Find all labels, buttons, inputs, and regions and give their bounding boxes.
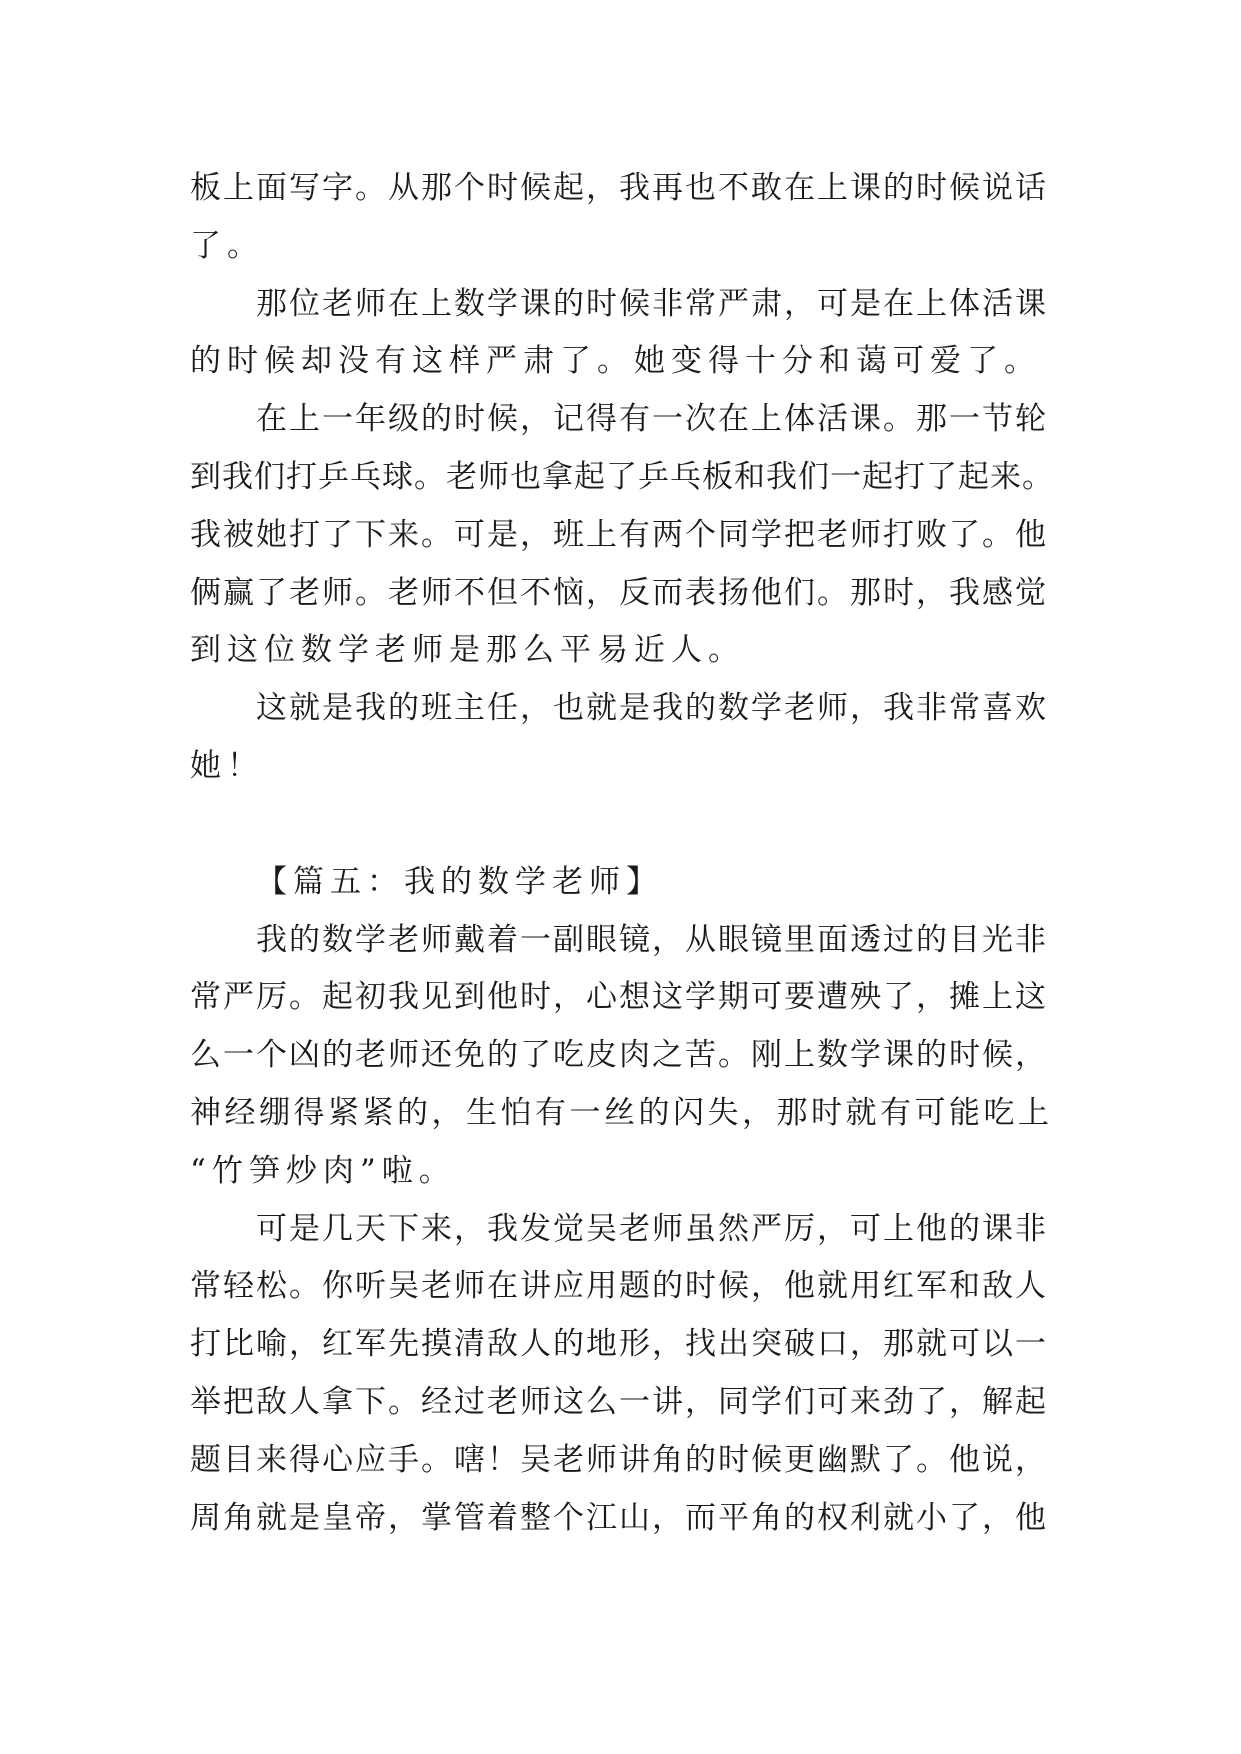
text-line: 我被她打了下来。可是，班上有两个同学把老师打败了。他 [190,516,1048,553]
text-line: 么一个凶的老师还免的了吃皮肉之苦。刚上数学课的时候， [190,1037,1048,1074]
text-line: 了。 [190,227,264,264]
text-line: 到我们打乒乓球。老师也拿起了乒乓板和我们一起打了起来。 [190,458,1054,495]
paragraph [190,276,1058,392]
text-line: 俩赢了老师。老师不但不恼，反而表扬他们。那时，我感觉 [190,574,1048,611]
text-line: 我的数学老师戴着一副眼镜，从眼镜里面透过的目光非 [256,921,1048,958]
text-line: 举把敌人拿下。经过老师这么一讲，同学们可来劲了，解起 [190,1383,1048,1420]
text-line: 到这位数学老师是那么平易近人。 [190,632,745,669]
text-line: 打比喻，红军先摸清敌人的地形，找出突破口，那就可以一 [190,1326,1048,1363]
paragraph [190,1201,1058,1548]
text-line: 的时候却没有这样严肃了。她变得十分和蔼可爱了。 [190,343,1041,380]
section-title: 【篇五：我的数学老师】 [256,863,663,900]
text-line: 周角就是皇帝，掌管着整个江山，而平角的权利就小了，他 [190,1499,1048,1536]
document-page [190,160,1058,1547]
text-line: 这就是我的班主任，也就是我的数学老师，我非常喜欢 [256,690,1048,727]
text-line: 板上面写字。从那个时候起，我再也不敢在上课的时候说话 [190,170,1048,206]
text-line: 她！ [190,747,264,784]
paragraph [190,912,1058,1201]
paragraph [190,160,1058,276]
paragraph [190,680,1058,796]
text-line: 在上一年级的时候，记得有一次在上体活课。那一节轮 [256,401,1048,438]
text-line: 常严厉。起初我见到他时，心想这学期可要遭殃了，摊上这 [190,979,1048,1016]
text-line: 题目来得心应手。嗐！吴老师讲角的时候更幽默了。他说， [190,1441,1048,1478]
text-line: 那位老师在上数学课的时候非常严肃，可是在上体活课 [256,285,1048,322]
text-line: 神经绷得紧紧的，生怕有一丝的闪失，那时就有可能吃上 [190,1094,1053,1131]
text-line: “竹笋炒肉”啦。 [190,1152,456,1189]
paragraph-gap [190,796,1058,854]
text-line: 可是几天下来，我发觉吴老师虽然严厉，可上他的课非 [256,1210,1048,1247]
text-line: 常轻松。你听吴老师在讲应用题的时候，他就用红军和敌人 [190,1268,1048,1305]
paragraph [190,391,1058,680]
